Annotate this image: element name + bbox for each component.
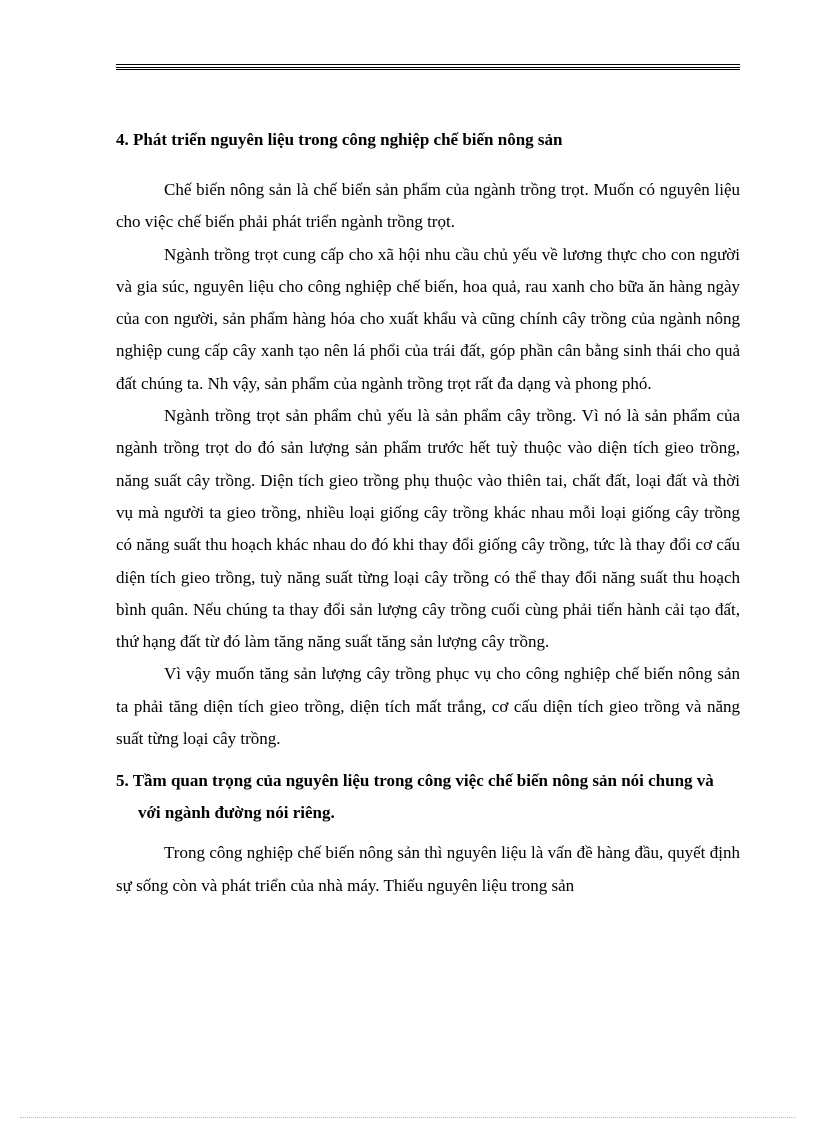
page-bottom-border — [20, 1117, 796, 1118]
page-body — [116, 124, 740, 902]
header-rule-middle — [116, 67, 740, 68]
section-4-paragraph-2: Ngành trồng trọt cung cấp cho xã hội nhu cầu chủ yếu về lương thực cho con người và gia súc, nguyên liệu cho công nghiệp chế biến, hoa quả, rau xanh cho bữa ăn hàng ngày của con người, sản phẩm hàng hóa cho xuất khẩu và cũng chính cây trồng của ngành nông nghiệp cung cấp cây xanh tạo nên lá phổi của trái đất, góp phần cân bằng sinh thái cho quả đất chúng ta. Nh vậy, sản phẩm của ngành trồng trọt rất đa dạng và phong phó. — [116, 244, 740, 393]
section-4-heading: 4. Phát triển nguyên liệu trong công nghiệp chế biến nông sản — [116, 130, 563, 149]
header-rule-bottom — [116, 69, 740, 70]
section-5-paragraph-1: Trong công nghiệp chế biến nông sản thì nguyên liệu là vấn đề hàng đầu, quyết định sự sống còn và phát triển của nhà máy. Thiếu nguyên liệu trong sản — [116, 843, 740, 895]
section-5-heading: 5. Tầm quan trọng của nguyên liệu trong công việc chế biến nông sản nói chung và với ngành đường nói riêng. — [116, 771, 714, 823]
section-4-paragraph-1: Chế biến nông sản là chế biến sản phẩm của ngành trồng trọt. Muốn có nguyên liệu cho việc chế biến phải phát triển ngành trồng trọt. — [116, 180, 740, 232]
header-rule-top — [116, 64, 740, 65]
section-4-paragraph-3: Ngành trồng trọt sản phẩm chủ yếu là sản phẩm cây trồng. Vì nó là sản phẩm của ngành trồng trọt do đó sản lượng sản phẩm trước hết tuỳ thuộc vào diện tích gieo trồng, năng suất cây trồng. Diện tích gieo trồng phụ thuộc vào thiên tai, chất đất, loại đất và thời vụ mà người ta gieo trồng, nhiều loại giống cây trồng khác nhau mỗi loại giống cây trồng có năng suất thu hoạch khác nhau do đó khi thay đổi giống cây trồng, tức là thay đổi cơ cấu diện tích gieo trồng, tuỳ năng suất từng loại cây trồng có thể thay đổi năng suất thu hoạch bình quân. Nếu chúng ta thay đổi sản lượng cây trồng cuối cùng phải tiến hành cải tạo đất, thứ hạng đất từ đó làm tăng năng suất tăng sản lượng cây trồng. — [116, 406, 740, 652]
section-4-paragraph-4: Vì vậy muốn tăng sản lượng cây trồng phục vụ cho công nghiệp chế biến nông sản ta phải tăng diện tích gieo trồng, diện tích mất trắng, cơ cấu diện tích gieo trồng và năng suất từng loại cây trồng. — [116, 664, 740, 749]
